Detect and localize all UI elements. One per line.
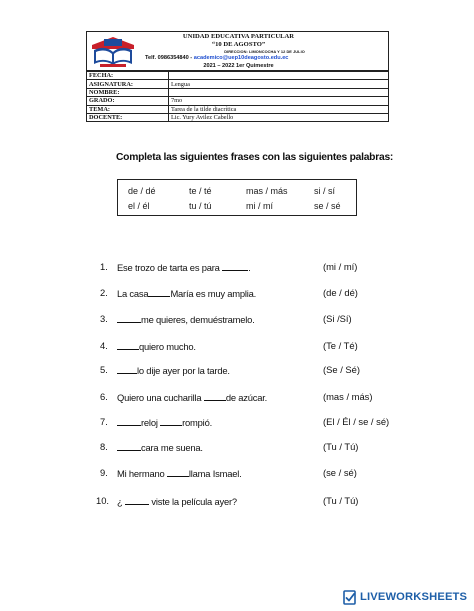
exercise-sentence [117,364,230,376]
contact-line [145,55,288,61]
exercise-sentence [117,261,251,273]
info-value: Lic. Yury Avilez Cabello [169,113,389,121]
info-label: NOMBRE: [87,88,169,96]
exercise-number: 6. [100,391,108,402]
email-link[interactable]: academico@uep10deagosto.edu.ec [193,55,289,61]
exercise-options: (Tu / Tú) [323,441,359,452]
answer-blank[interactable] [160,416,182,426]
answer-blank[interactable] [117,364,137,374]
answer-blank[interactable] [167,467,189,477]
exercise-text-before: Mi hermano [117,468,165,479]
info-label: ASIGNATURA: [87,80,169,88]
exercise-number: 9. [100,467,108,478]
exercise-text-after: llama Ismael. [188,468,242,479]
exercise-number: 2. [100,287,108,298]
exercise-text-before: Quiero una cucharilla [117,392,202,403]
exercise-sentence [117,287,256,299]
school-name: UNIDAD EDUCATIVA PARTICULAR [182,33,295,40]
exercise-options: (El / Él / se / sé) [323,416,390,427]
exercise-text-after-2: rompió. [182,417,212,428]
student-info-table [86,71,389,122]
word-bank-item: mi / mí [246,201,273,211]
exercise-number: 7. [100,416,108,427]
exercise-text-after: María es muy amplia. [170,288,257,299]
exercise-item [0,391,474,407]
exercise-number: 4. [100,340,108,351]
info-value: 7mo [169,97,389,105]
answer-blank[interactable] [117,441,141,451]
answer-blank[interactable] [148,287,170,297]
exercise-item [0,364,474,380]
exercise-item [0,261,474,277]
info-value[interactable] [169,88,389,96]
exercise-options: (mas / más) [323,391,373,402]
school-address: DIRECCION: LIMONCOCHA Y 12 DE JULIO [224,49,305,54]
info-value[interactable] [169,72,389,80]
word-bank-item: el / él [128,201,150,211]
school-period: 2021 – 2022 1er Quimestre [203,63,274,69]
exercise-text-after: lo dije ayer por la tarde. [137,365,230,376]
word-bank-item: de / dé [128,186,156,196]
info-row-fecha [87,72,389,80]
info-label: DOCENTE: [87,113,169,121]
word-bank [117,179,357,216]
word-bank-item: tu / tú [189,201,212,211]
info-value: Tarea de la tilde diacrítica [169,105,389,113]
answer-blank[interactable] [222,261,251,273]
info-value: Lengua [169,80,389,88]
exercise-text-before: Ese trozo de tarta es para [117,262,220,273]
exercise-options: (Te / Té) [323,340,358,351]
exercise-sentence [117,313,255,325]
exercise-sentence [117,467,242,479]
info-label: GRADO: [87,97,169,105]
word-bank-item: mas / más [246,186,288,196]
info-row-nombre [87,88,389,96]
school-header [86,31,389,71]
exercise-sentence [117,495,237,507]
info-row-tema [87,105,389,113]
exercise-sentence [117,340,196,352]
exercise-text-before: ¿ [117,496,123,507]
exercise-item [0,287,474,303]
liveworksheets-icon [343,590,357,605]
exercise-item [0,416,474,432]
info-row-grado [87,97,389,105]
instruction-text: Completa las siguientes frases con las siguientes palabras: [116,152,394,163]
exercise-options: (Tu / Tú) [323,495,359,506]
answer-blank[interactable] [117,340,139,350]
phone-text: Telf. 0986354840 - [145,55,193,61]
exercise-text-after: . [248,262,251,273]
exercise-number: 8. [100,441,108,452]
answer-blank[interactable] [125,495,149,505]
exercise-item [0,467,474,483]
school-motto: “10 DE AGOSTO” [211,41,266,48]
exercise-item [0,340,474,356]
exercise-text-after: quiero mucho. [139,341,196,352]
exercise-item [0,313,474,329]
info-label: TEMA: [87,105,169,113]
word-bank-item: si / sí [314,186,336,196]
answer-blank[interactable] [117,416,141,426]
exercise-text-after: de azúcar. [225,392,268,403]
exercise-number: 10. [96,495,110,506]
exercise-text-after: reloj [141,417,158,428]
exercise-item [0,441,474,457]
exercise-sentence [117,416,212,428]
word-bank-item: te / té [189,186,212,196]
exercise-options: (mi / mí) [323,261,358,272]
exercise-number: 5. [100,364,108,375]
info-row-docente [87,113,389,121]
exercise-sentence [117,391,267,403]
exercise-options: (de / dé) [323,287,358,298]
info-label: FECHA: [87,72,169,80]
exercise-options: (se / sé) [323,467,357,478]
exercise-item [0,495,474,511]
exercise-text-after: viste la película ayer? [151,496,237,507]
brand-name: LIVEWORKSHEETS [360,591,468,603]
exercise-options: (Se / Sé) [323,364,360,375]
exercise-sentence [117,441,203,453]
exercise-number: 1. [100,261,108,272]
answer-blank[interactable] [204,391,226,401]
exercise-text-after: me quieres, demuéstramelo. [141,314,255,325]
answer-blank[interactable] [117,313,141,323]
exercise-text-before: La casa [117,288,149,299]
exercise-options: (Si /Sí) [323,313,352,324]
info-row-asignatura [87,80,389,88]
exercise-number: 3. [100,313,108,324]
exercise-text-after: cara me suena. [141,442,203,453]
word-bank-item: se / sé [314,201,341,211]
